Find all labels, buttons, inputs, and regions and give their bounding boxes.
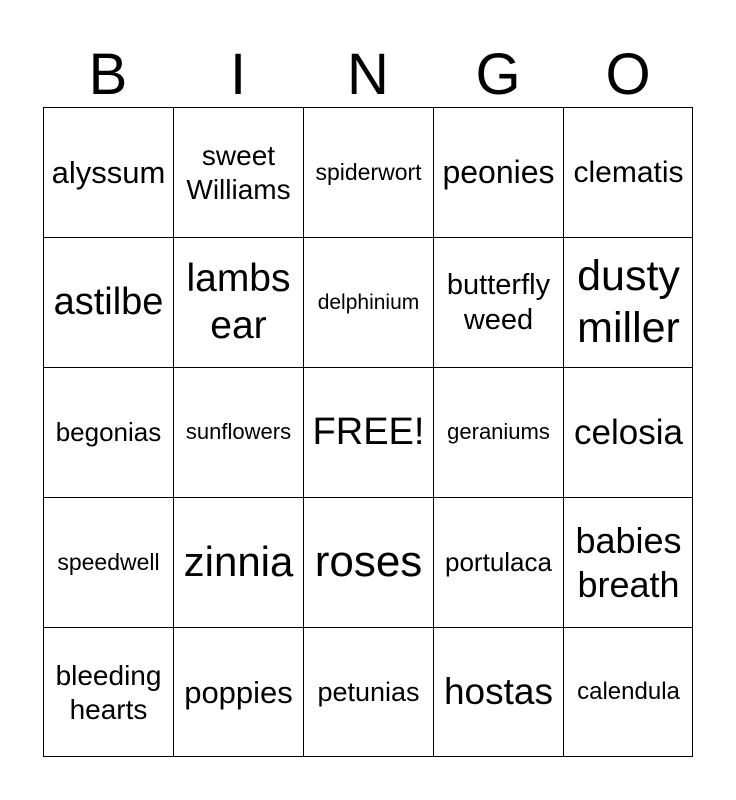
cell-label: portulaca: [445, 546, 552, 577]
bingo-cell[interactable]: [173, 627, 303, 757]
bingo-cell[interactable]: [563, 237, 693, 367]
bingo-cell[interactable]: [563, 367, 693, 497]
cell-label: FREE!: [312, 410, 425, 453]
cell-label: begonias: [55, 416, 162, 447]
cell-label: poppies: [184, 674, 293, 710]
cell-label: petunias: [317, 677, 420, 708]
bingo-cell[interactable]: [433, 627, 563, 757]
bingo-cell[interactable]: [433, 367, 563, 497]
bingo-cell[interactable]: [43, 237, 173, 367]
bingo-cell[interactable]: [173, 237, 303, 367]
cell-label: roses: [314, 537, 423, 587]
bingo-cell[interactable]: [173, 107, 303, 237]
bingo-cell[interactable]: [43, 497, 173, 627]
header-letter-o: O: [605, 42, 651, 107]
bingo-cell[interactable]: [43, 367, 173, 497]
cell-label: clematis: [573, 155, 684, 189]
bingo-cell[interactable]: [173, 367, 303, 497]
header-letter-g: G: [475, 42, 521, 107]
header-letter-b: B: [88, 42, 128, 107]
bingo-cell[interactable]: [173, 497, 303, 627]
header-letter-n: N: [347, 42, 389, 107]
cell-label: lambs ear: [186, 256, 291, 347]
cell-label: spiderwort: [315, 158, 422, 185]
cell-label: hostas: [443, 671, 553, 713]
bingo-cell[interactable]: [433, 107, 563, 237]
bingo-cell[interactable]: [43, 627, 173, 757]
cell-label: celosia: [574, 412, 683, 452]
free-space-cell[interactable]: [303, 367, 433, 497]
cell-label: geraniums: [447, 419, 550, 445]
cell-label: alyssum: [51, 154, 166, 190]
bingo-cell[interactable]: [303, 237, 433, 367]
cell-label: delphinium: [317, 290, 420, 314]
cell-label: dusty miller: [577, 251, 680, 352]
cell-label: sweet Williams: [186, 139, 291, 205]
cell-label: bleeding hearts: [55, 659, 162, 725]
bingo-cell[interactable]: [563, 497, 693, 627]
cell-label: butterfly weed: [446, 268, 551, 336]
bingo-cell[interactable]: [303, 107, 433, 237]
bingo-cell[interactable]: [43, 107, 173, 237]
cell-label: astilbe: [53, 280, 164, 323]
cell-label: peonies: [442, 154, 555, 191]
bingo-cell[interactable]: [433, 497, 563, 627]
bingo-cell[interactable]: [433, 237, 563, 367]
cell-label: sunflowers: [185, 419, 292, 445]
bingo-grid: [43, 107, 693, 757]
cell-label: calendula: [577, 678, 680, 706]
bingo-header: [43, 42, 693, 108]
bingo-cell[interactable]: [563, 107, 693, 237]
cell-label: speedwell: [57, 548, 160, 575]
cell-label: zinnia: [183, 538, 294, 586]
bingo-cell[interactable]: [303, 627, 433, 757]
bingo-cell[interactable]: [303, 497, 433, 627]
header-letter-i: I: [229, 42, 247, 107]
cell-label: babies breath: [575, 520, 682, 605]
bingo-cell[interactable]: [563, 627, 693, 757]
